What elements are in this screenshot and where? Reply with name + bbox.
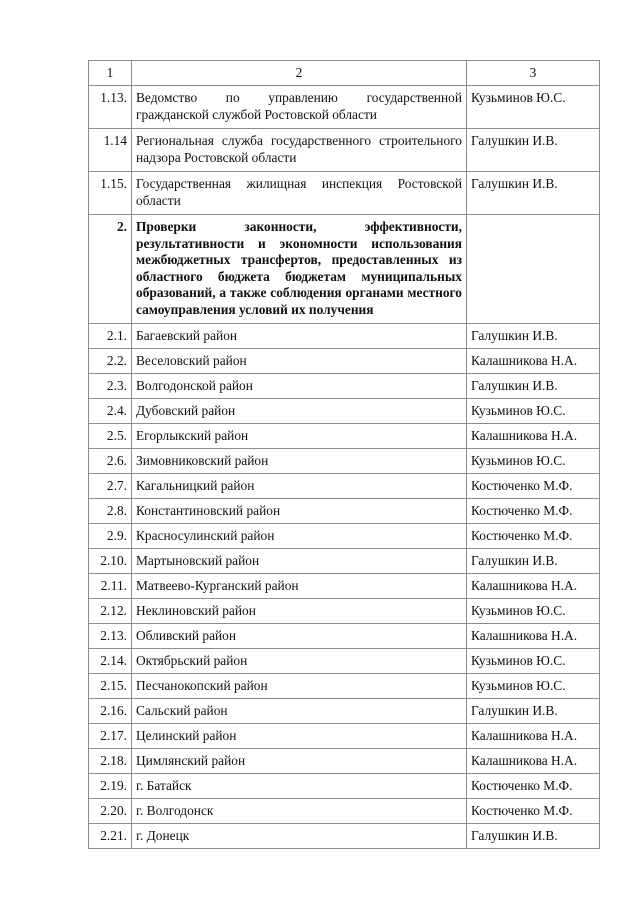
- row-number: 2.9.: [89, 524, 132, 549]
- row-person: Костюченко М.Ф.: [467, 799, 600, 824]
- table-row: [89, 524, 600, 549]
- row-person: Калашникова Н.А.: [467, 349, 600, 374]
- table-header-row: [89, 61, 600, 86]
- row-number: 2.4.: [89, 399, 132, 424]
- row-number: 2.21.: [89, 824, 132, 849]
- row-person: Калашникова Н.А.: [467, 424, 600, 449]
- row-number: 1.13.: [89, 86, 132, 129]
- row-number: 2.12.: [89, 599, 132, 624]
- row-name: Сальский район: [132, 699, 467, 724]
- row-person: Кузьминов Ю.С.: [467, 86, 600, 129]
- row-name: Обливский район: [132, 624, 467, 649]
- table-row: [89, 86, 600, 129]
- table-row: [89, 129, 600, 172]
- row-person: Галушкин И.В.: [467, 549, 600, 574]
- row-person: Галушкин И.В.: [467, 824, 600, 849]
- row-name: г. Волгодонск: [132, 799, 467, 824]
- plan-table: [88, 60, 600, 849]
- row-person: Калашникова Н.А.: [467, 574, 600, 599]
- table-row: [89, 474, 600, 499]
- table-row: [89, 824, 600, 849]
- section-number: 2.: [89, 215, 132, 324]
- row-number: 2.3.: [89, 374, 132, 399]
- row-name: г. Батайск: [132, 774, 467, 799]
- row-name: Ведомство по управлению государственной гражданской службой Ростовской области: [132, 86, 467, 129]
- table-row: [89, 774, 600, 799]
- row-name: Егорлыкский район: [132, 424, 467, 449]
- row-person: Галушкин И.В.: [467, 172, 600, 215]
- row-name: Кагальницкий район: [132, 474, 467, 499]
- row-number: 2.13.: [89, 624, 132, 649]
- row-number: 1.14: [89, 129, 132, 172]
- row-name: Региональная служба государственного строительного надзора Ростовской области: [132, 129, 467, 172]
- row-person: Костюченко М.Ф.: [467, 524, 600, 549]
- table-row: [89, 574, 600, 599]
- table-row: [89, 599, 600, 624]
- row-name: Красносулинский район: [132, 524, 467, 549]
- row-number: 2.5.: [89, 424, 132, 449]
- row-name: Государственная жилищная инспекция Ростовской области: [132, 172, 467, 215]
- row-person: Калашникова Н.А.: [467, 624, 600, 649]
- row-person: Костюченко М.Ф.: [467, 774, 600, 799]
- row-person: Галушкин И.В.: [467, 324, 600, 349]
- header-col-3: 3: [467, 61, 600, 86]
- row-person: Калашникова Н.А.: [467, 749, 600, 774]
- row-number: 2.6.: [89, 449, 132, 474]
- row-number: 2.11.: [89, 574, 132, 599]
- row-person: Кузьминов Ю.С.: [467, 649, 600, 674]
- table-row: [89, 324, 600, 349]
- row-person: Калашникова Н.А.: [467, 724, 600, 749]
- row-number: 2.1.: [89, 324, 132, 349]
- section-row: [89, 215, 600, 324]
- header-col-1: 1: [89, 61, 132, 86]
- table-row: [89, 399, 600, 424]
- row-name: Песчанокопский район: [132, 674, 467, 699]
- table-row: [89, 499, 600, 524]
- row-name: Веселовский район: [132, 349, 467, 374]
- row-number: 2.2.: [89, 349, 132, 374]
- table-row: [89, 799, 600, 824]
- row-name: Багаевский район: [132, 324, 467, 349]
- row-number: 1.15.: [89, 172, 132, 215]
- row-person: Кузьминов Ю.С.: [467, 599, 600, 624]
- table-row: [89, 349, 600, 374]
- row-name: Волгодонской район: [132, 374, 467, 399]
- row-person: Кузьминов Ю.С.: [467, 399, 600, 424]
- table-row: [89, 624, 600, 649]
- row-person: Галушкин И.В.: [467, 374, 600, 399]
- row-number: 2.19.: [89, 774, 132, 799]
- row-name: Целинский район: [132, 724, 467, 749]
- table-row: [89, 172, 600, 215]
- row-person: Костюченко М.Ф.: [467, 474, 600, 499]
- row-number: 2.14.: [89, 649, 132, 674]
- row-name: Октябрьский район: [132, 649, 467, 674]
- row-person: Галушкин И.В.: [467, 699, 600, 724]
- table-row: [89, 674, 600, 699]
- table-row: [89, 424, 600, 449]
- row-number: 2.18.: [89, 749, 132, 774]
- table-row: [89, 699, 600, 724]
- row-name: Неклиновский район: [132, 599, 467, 624]
- district-rows: [89, 324, 600, 849]
- table-row: [89, 549, 600, 574]
- row-name: Зимовниковский район: [132, 449, 467, 474]
- row-person: Галушкин И.В.: [467, 129, 600, 172]
- table-row: [89, 749, 600, 774]
- section-person: [467, 215, 600, 324]
- row-name: Мартыновский район: [132, 549, 467, 574]
- row-number: 2.17.: [89, 724, 132, 749]
- table-row: [89, 374, 600, 399]
- row-name: Матвеево-Курганский район: [132, 574, 467, 599]
- header-col-2: 2: [132, 61, 467, 86]
- table-row: [89, 449, 600, 474]
- row-person: Кузьминов Ю.С.: [467, 674, 600, 699]
- row-name: г. Донецк: [132, 824, 467, 849]
- table-row: [89, 724, 600, 749]
- row-name: Константиновский район: [132, 499, 467, 524]
- row-number: 2.16.: [89, 699, 132, 724]
- row-person: Кузьминов Ю.С.: [467, 449, 600, 474]
- row-number: 2.20.: [89, 799, 132, 824]
- row-number: 2.15.: [89, 674, 132, 699]
- row-name: Дубовский район: [132, 399, 467, 424]
- table-row: [89, 649, 600, 674]
- row-number: 2.10.: [89, 549, 132, 574]
- row-number: 2.8.: [89, 499, 132, 524]
- section-title: Проверки законности, эффективности, результативности и экономности использования межбюджетных трансфертов, предоставленных из областного бюджета бюджетам муниципальных образований, а также соблюдения органами местного самоуправления условий их получения: [132, 215, 467, 324]
- row-name: Цимлянский район: [132, 749, 467, 774]
- row-person: Костюченко М.Ф.: [467, 499, 600, 524]
- row-number: 2.7.: [89, 474, 132, 499]
